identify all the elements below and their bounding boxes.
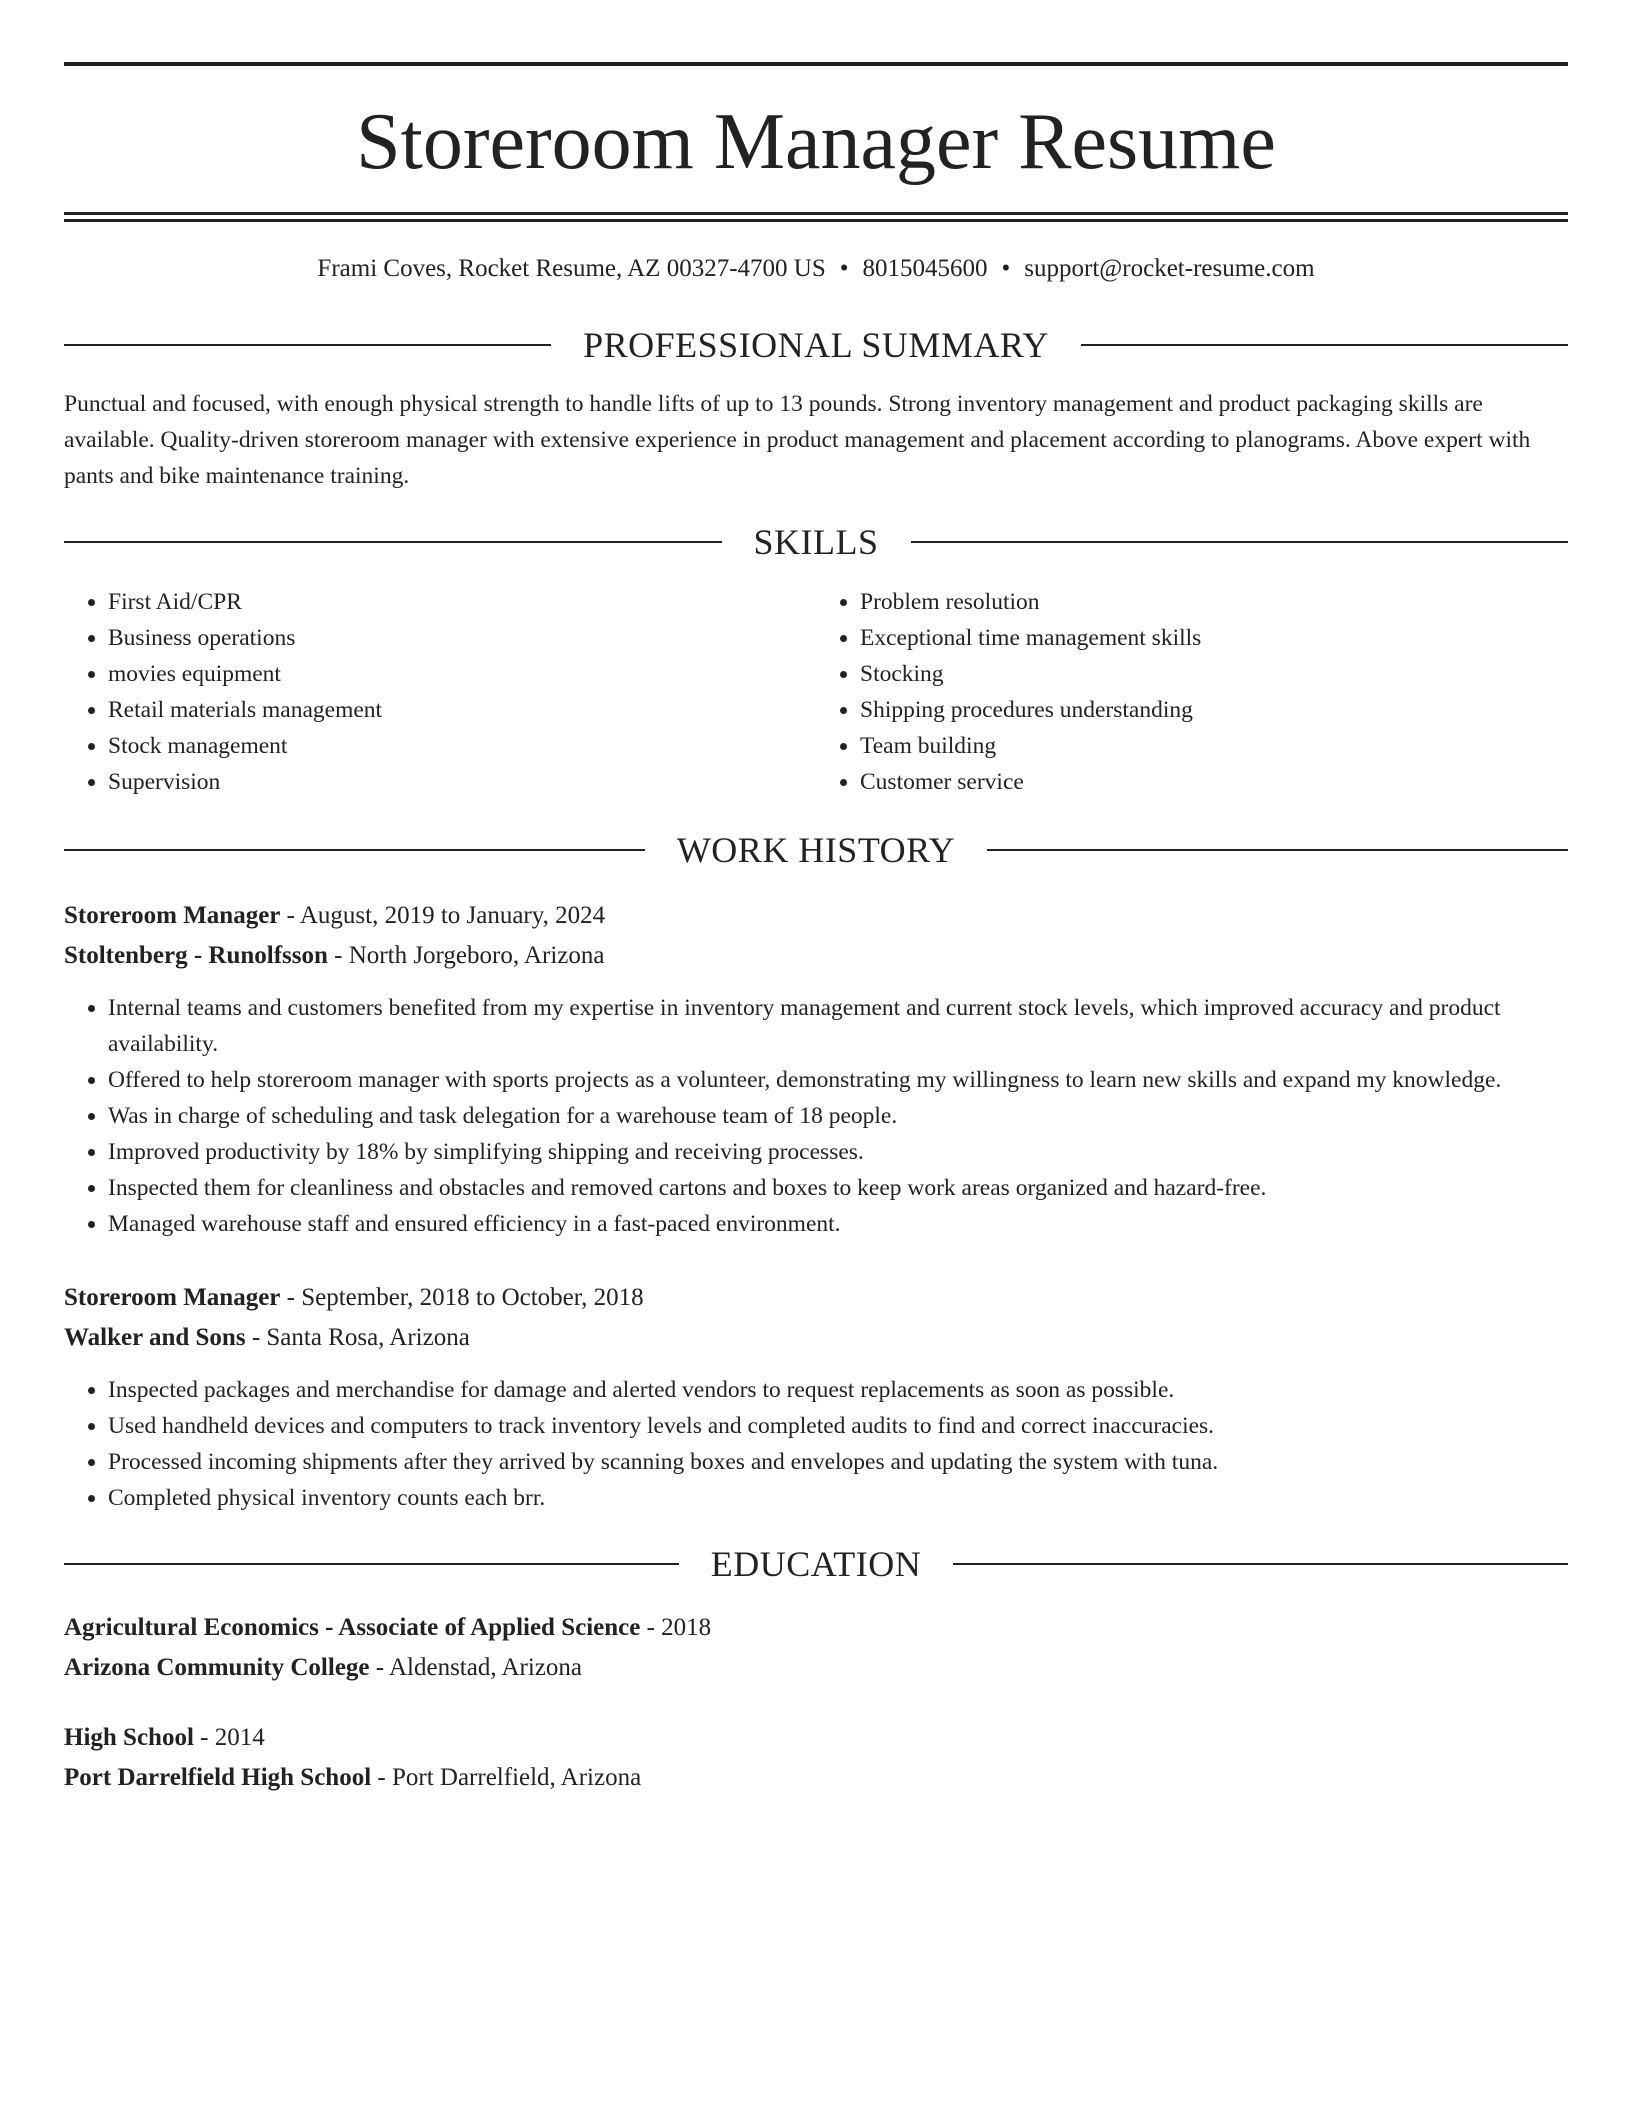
job-entry — [64, 896, 1568, 1242]
education-school: Arizona Community College — [64, 1654, 370, 1681]
education-school: Port Darrelfield High School — [64, 1764, 372, 1791]
job-bullet: • Was in charge of scheduling and task delegation for a warehouse team of 18 people. — [108, 1098, 1568, 1134]
education-entry — [64, 1608, 1568, 1688]
divider-line — [64, 849, 645, 851]
skill-item: • movies equipment — [108, 656, 816, 692]
job-bullet: • Inspected packages and merchandise for damage and alerted vendors to request replacements as soon as possible. — [108, 1372, 1568, 1408]
education-degree-line — [64, 1608, 1568, 1648]
skills-list-right — [816, 584, 1568, 800]
resume-title: Storeroom Manager Resume — [356, 98, 1276, 186]
job-company-line — [64, 1318, 1568, 1358]
job-bullet: • Improved productivity by 18% by simplifying shipping and receiving processes. — [108, 1134, 1568, 1170]
education-year: - 2014 — [193, 1724, 265, 1751]
job-location: - North Jorgeboro, Arizona — [327, 942, 605, 969]
job-bullet: • Inspected them for cleanliness and obstacles and removed cartons and boxes to keep work areas organized and hazard-free. — [108, 1170, 1568, 1206]
education-year: - 2018 — [640, 1614, 712, 1641]
summary-section-header — [64, 327, 1568, 363]
contact-separator: • — [839, 255, 849, 282]
skill-item: • Supervision — [108, 764, 816, 800]
education-degree: High School — [64, 1724, 194, 1751]
skills-section-header — [64, 524, 1568, 560]
job-bullets — [64, 990, 1568, 1242]
contact-email: support@rocket-resume.com — [1024, 255, 1315, 282]
job-dates: - August, 2019 to January, 2024 — [280, 902, 606, 929]
job-company: Stoltenberg - Runolfsson — [64, 942, 328, 969]
job-title: Storeroom Manager — [64, 902, 281, 929]
divider-line — [1081, 344, 1568, 346]
summary-text: Punctual and focused, with enough physical strength to handle lifts of up to 13 pounds. Strong inventory management and product packaging skills are available. Quality-driven storeroom manager with extensive experience in product management and placement according to planograms. Above expert with pants and bike maintenance training. — [64, 391, 1531, 489]
job-bullet: • Completed physical inventory counts each brr. — [108, 1480, 1568, 1516]
divider-line — [911, 541, 1569, 543]
divider-line — [64, 344, 551, 346]
job-title: Storeroom Manager — [64, 1284, 281, 1311]
skill-item: • Stock management — [108, 728, 816, 764]
job-bullet: • Managed warehouse staff and ensured efficiency in a fast-paced environment. — [108, 1206, 1568, 1242]
job-entry — [64, 1278, 1568, 1516]
skill-item: • Team building — [860, 728, 1568, 764]
education-degree-line — [64, 1718, 1568, 1758]
skill-item: • Exceptional time management skills — [860, 620, 1568, 656]
job-dates: - September, 2018 to October, 2018 — [280, 1284, 644, 1311]
divider-line — [953, 1563, 1568, 1565]
education-location: - Aldenstad, Arizona — [369, 1654, 582, 1681]
skill-item: • Stocking — [860, 656, 1568, 692]
divider-line — [64, 541, 722, 543]
skill-item: • Business operations — [108, 620, 816, 656]
skills-list-left — [64, 584, 816, 800]
job-title-line — [64, 896, 1568, 936]
education-school-line — [64, 1648, 1568, 1688]
job-bullets — [64, 1372, 1568, 1516]
title-double-rule — [64, 212, 1568, 222]
skills-heading: SKILLS — [753, 522, 879, 562]
job-bullet: • Processed incoming shipments after they arrived by scanning boxes and envelopes and updating the system with tuna. — [108, 1444, 1568, 1480]
education-degree: Agricultural Economics - Associate of Applied Science — [64, 1614, 641, 1641]
skill-item: • Shipping procedures understanding — [860, 692, 1568, 728]
summary-heading: PROFESSIONAL SUMMARY — [583, 325, 1049, 365]
contact-phone: 8015045600 — [862, 255, 988, 282]
job-company-line — [64, 936, 1568, 976]
education-school-line — [64, 1758, 1568, 1798]
skill-item: • Retail materials management — [108, 692, 816, 728]
contact-line — [64, 256, 1568, 281]
top-rule — [64, 62, 1568, 66]
education-entry — [64, 1718, 1568, 1798]
education-heading: EDUCATION — [710, 1544, 922, 1584]
skill-item: • Problem resolution — [860, 584, 1568, 620]
skill-item: • First Aid/CPR — [108, 584, 816, 620]
job-bullet: • Internal teams and customers benefited from my expertise in inventory management and current stock levels, which improved accuracy and product availability. — [108, 990, 1568, 1062]
job-title-line — [64, 1278, 1568, 1318]
education-location: - Port Darrelfield, Arizona — [371, 1764, 642, 1791]
job-company: Walker and Sons — [64, 1324, 246, 1351]
job-location: - Santa Rosa, Arizona — [245, 1324, 470, 1351]
contact-address: Frami Coves, Rocket Resume, AZ 00327-4700 US — [317, 255, 826, 282]
work-section-header — [64, 832, 1568, 868]
contact-separator: • — [1001, 255, 1011, 282]
job-bullet: • Offered to help storeroom manager with sports projects as a volunteer, demonstrating my willingness to learn new skills and expand my knowledge. — [108, 1062, 1568, 1098]
skill-item: • Customer service — [860, 764, 1568, 800]
work-heading: WORK HISTORY — [676, 830, 956, 870]
job-bullet: • Used handheld devices and computers to track inventory levels and completed audits to find and correct inaccuracies. — [108, 1408, 1568, 1444]
skills-columns — [64, 584, 1568, 800]
education-section-header — [64, 1546, 1568, 1582]
divider-line — [987, 849, 1568, 851]
divider-line — [64, 1563, 679, 1565]
